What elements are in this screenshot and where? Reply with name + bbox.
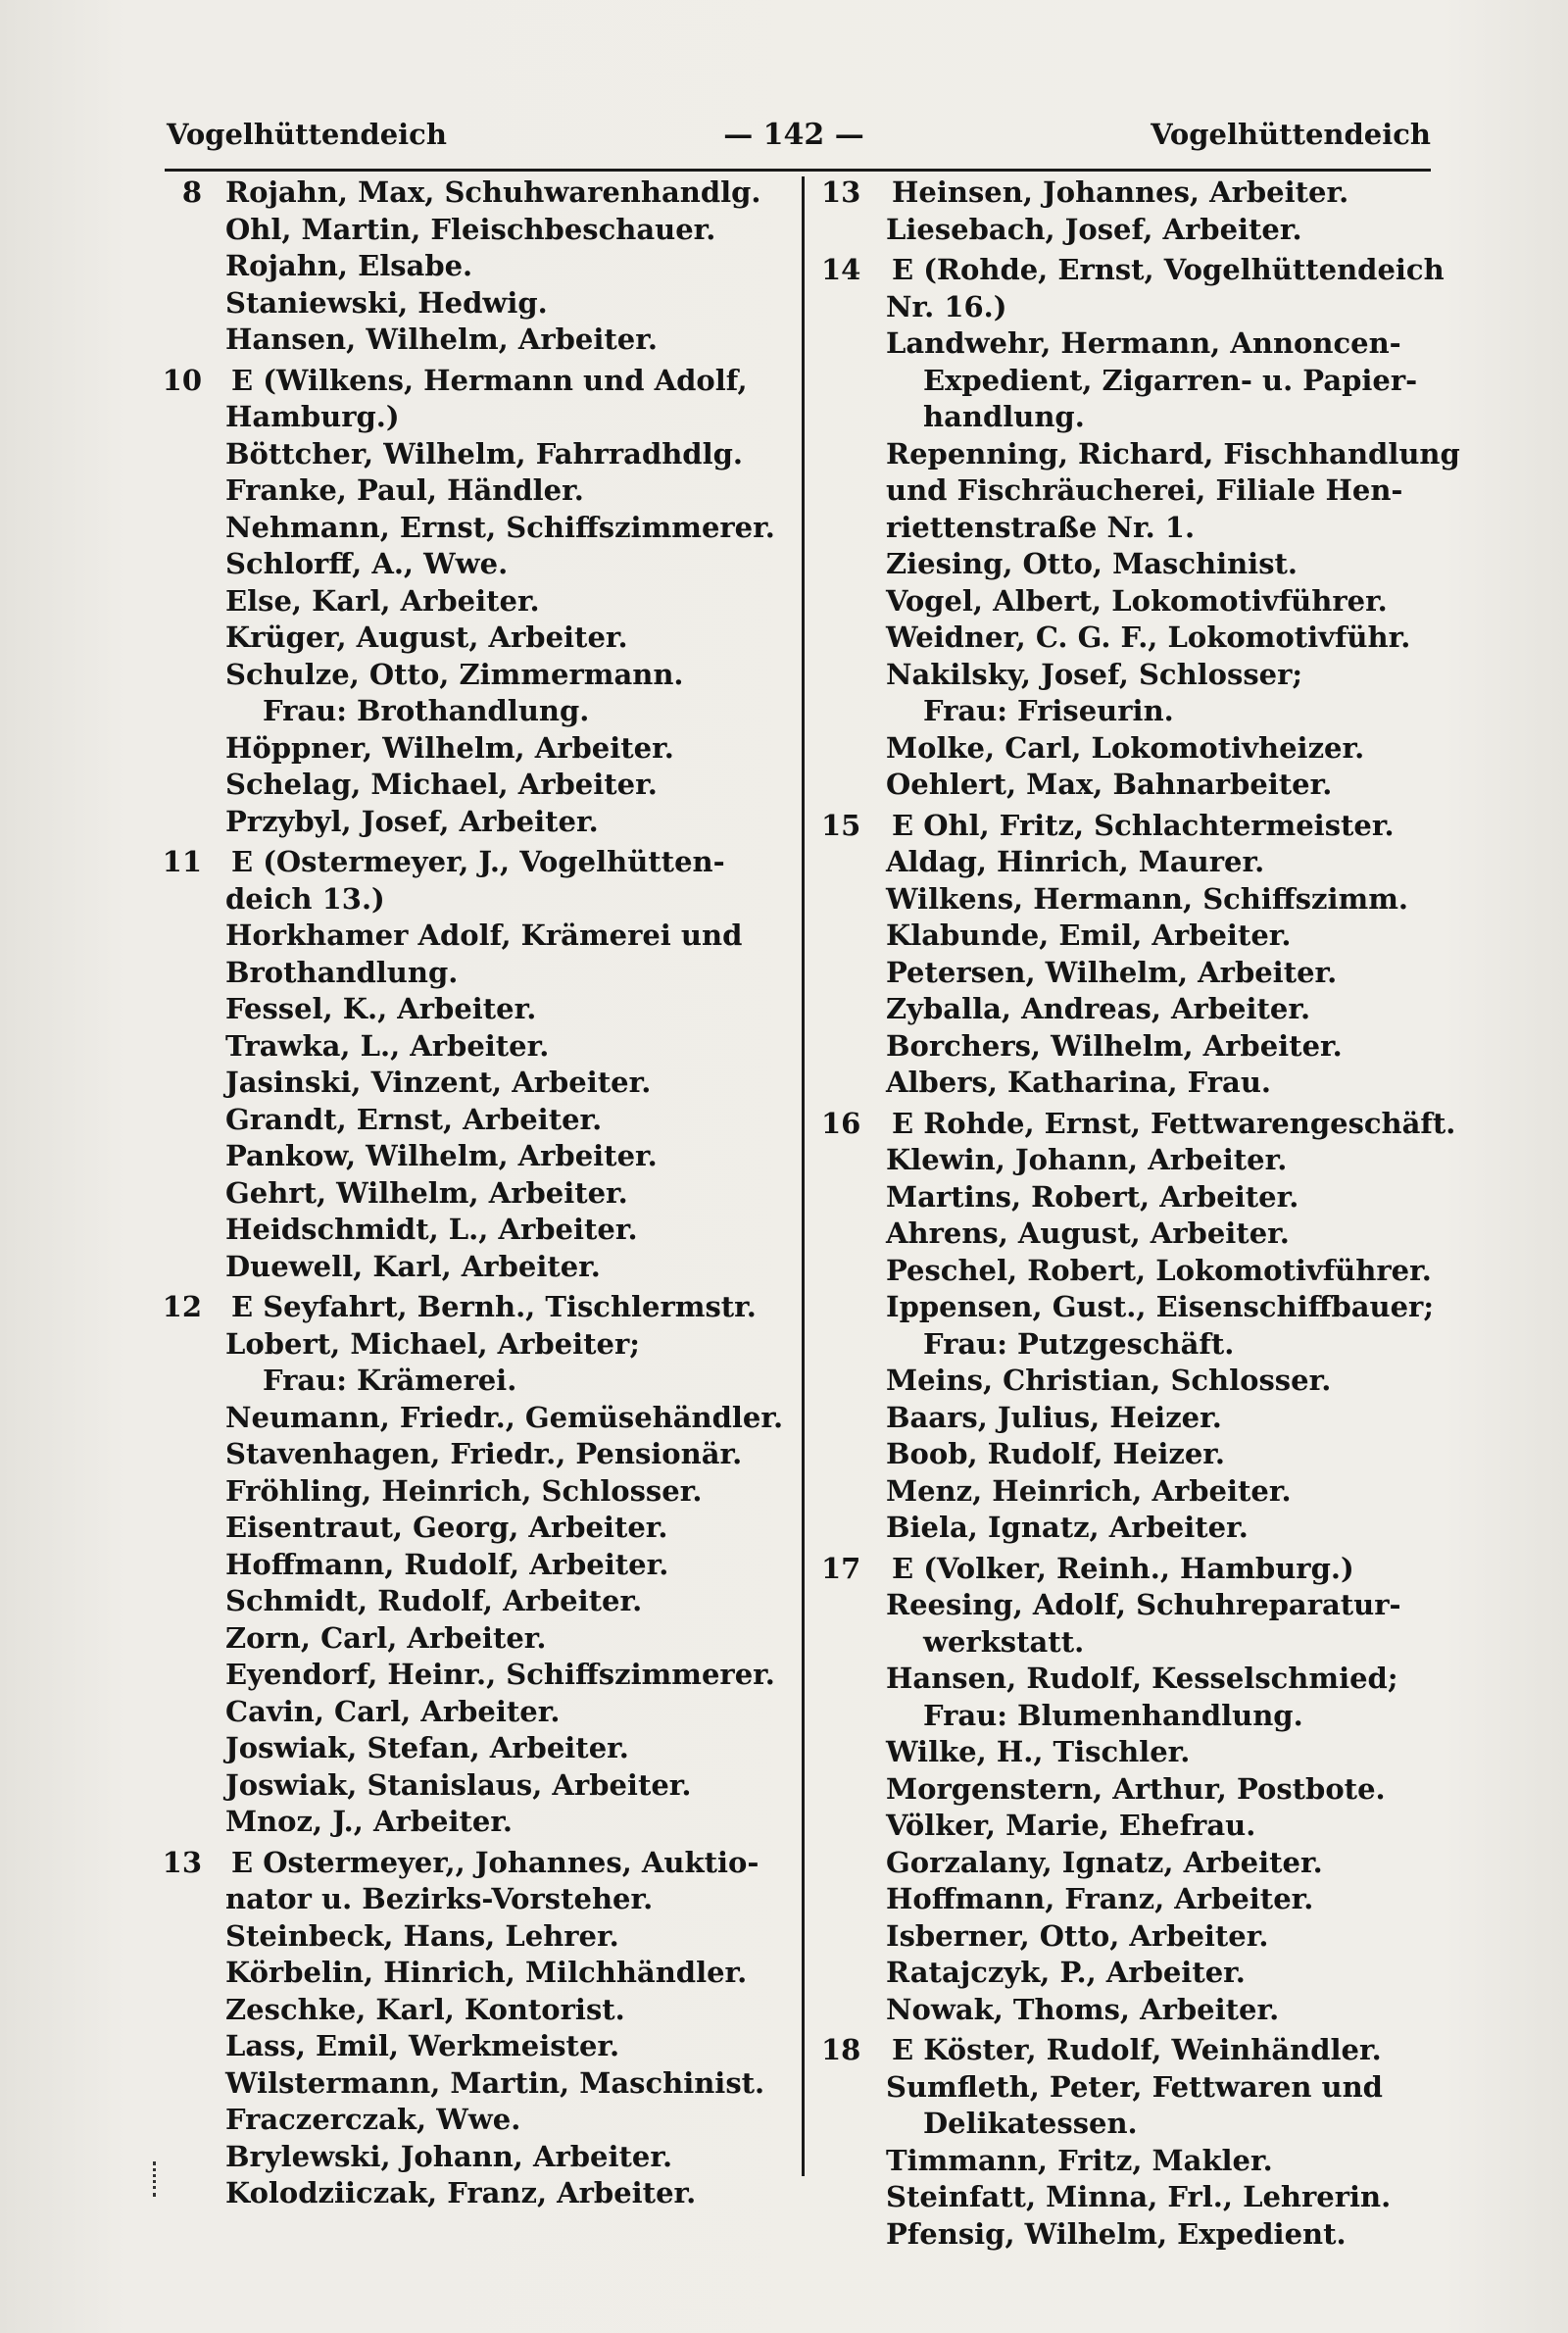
margin-mark — [153, 2161, 159, 2197]
resident-line: Lass, Emil, Werkmeister. — [225, 2029, 620, 2062]
continuation-line: Expedient, Zigarren- u. Papier- — [923, 363, 1418, 397]
resident-line: Schmidt, Rudolf, Arbeiter. — [225, 1584, 643, 1617]
page-number: — 142 — — [723, 118, 864, 152]
resident-line: Neumann, Friedr., Gemüsehändler. — [225, 1400, 784, 1434]
resident-line: Hansen, Wilhelm, Arbeiter. — [225, 323, 658, 356]
resident-line: Völker, Marie, Ehefrau. — [886, 1809, 1256, 1842]
resident-line: Steinbeck, Hans, Lehrer. — [225, 1918, 619, 1953]
owner-line: E (Volker, Reinh., Hamburg.) — [892, 1551, 1354, 1585]
resident-line: Ohl, Martin, Fleischbeschauer. — [225, 212, 716, 246]
owner-line: E Rohde, Ernst, Fettwarengeschäft. — [892, 1106, 1456, 1140]
resident-line: Böttcher, Wilhelm, Fahrradhdlg. — [225, 436, 743, 471]
resident-line: Steinfatt, Minna, Frl., Lehrerin. — [886, 2180, 1392, 2213]
resident-line: Peschel, Robert, Lokomotivführer. — [886, 1253, 1432, 1287]
house-entry — [165, 174, 782, 359]
header-street-left: Vogelhüttendeich — [167, 118, 447, 151]
header-rule — [165, 169, 1431, 172]
page-header — [157, 116, 1431, 159]
house-number: 17 — [821, 1551, 861, 1585]
resident-line: Heidschmidt, L., Arbeiter. — [225, 1213, 638, 1246]
resident-line: Petersen, Wilhelm, Arbeiter. — [886, 955, 1338, 989]
resident-line: Wilkens, Hermann, Schiffszimm. — [886, 881, 1408, 916]
resident-line: Isberner, Otto, Arbeiter. — [886, 1918, 1269, 1953]
house-number: 18 — [821, 2033, 861, 2066]
resident-line: Boob, Rudolf, Heizer. — [886, 1437, 1226, 1470]
resident-line: Fraczerczak, Wwe. — [225, 2103, 521, 2136]
house-entry — [162, 844, 782, 1285]
house-entry — [821, 2032, 1429, 2253]
resident-line: Stavenhagen, Friedr., Pensionär. — [225, 1437, 743, 1470]
house-entry — [162, 1845, 782, 2212]
house-number: 16 — [821, 1106, 861, 1140]
resident-line: Brylewski, Johann, Arbeiter. — [225, 2139, 673, 2173]
resident-line: Duewell, Karl, Arbeiter. — [225, 1249, 601, 1283]
resident-line: Horkhamer Adolf, Krämerei und — [225, 918, 743, 952]
resident-line: Gehrt, Wilhelm, Arbeiter. — [225, 1175, 628, 1210]
resident-line: Morgenstern, Arthur, Postbote. — [886, 1771, 1386, 1806]
resident-line: Eisentraut, Georg, Arbeiter. — [225, 1511, 668, 1544]
resident-line: Sumfleth, Peter, Fettwaren und — [886, 2069, 1383, 2104]
continuation-line: handlung. — [923, 400, 1085, 433]
resident-line: Lobert, Michael, Arbeiter; — [225, 1326, 640, 1361]
continuation-line: Frau: Putzgeschäft. — [923, 1326, 1235, 1361]
resident-line: riettenstraße Nr. 1. — [886, 510, 1196, 544]
house-entry — [821, 808, 1429, 1102]
house-number: 13 — [162, 1845, 202, 1879]
house-number: 8 — [181, 175, 202, 209]
resident-line: Rojahn, Max, Schuhwarenhandlg. — [225, 175, 761, 209]
resident-line: Meins, Christian, Schlosser. — [886, 1364, 1332, 1397]
continuation-line: Frau: Blumenhandlung. — [923, 1698, 1303, 1732]
resident-line: Nakilsky, Josef, Schlosser; — [886, 657, 1303, 691]
owner-line: E (Rohde, Ernst, Vogelhüttendeich — [892, 253, 1445, 286]
resident-line: Zeschke, Karl, Kontorist. — [225, 1992, 625, 2026]
house-entry — [821, 1551, 1429, 2029]
resident-line: Klabunde, Emil, Arbeiter. — [886, 918, 1292, 952]
resident-line: Ratajczyk, P., Arbeiter. — [886, 1956, 1246, 1989]
resident-line: Klewin, Johann, Arbeiter. — [886, 1143, 1288, 1176]
resident-line: Eyendorf, Heinr., Schiffszimmerer. — [225, 1658, 775, 1691]
continuation-line: Frau: Brothandlung. — [263, 694, 590, 727]
resident-line: Nowak, Thoms, Arbeiter. — [886, 1992, 1280, 2026]
owner-line: E (Ostermeyer, J., Vogelhütten- — [231, 845, 725, 878]
resident-line: deich 13.) — [225, 881, 385, 916]
resident-line: Ziesing, Otto, Maschinist. — [886, 547, 1298, 580]
resident-line: Landwehr, Hermann, Annoncen- — [886, 326, 1401, 360]
resident-line: Rojahn, Elsabe. — [225, 249, 473, 282]
resident-line: Hoffmann, Rudolf, Arbeiter. — [225, 1547, 669, 1581]
resident-line: Menz, Heinrich, Arbeiter. — [886, 1473, 1292, 1508]
continuation-line: Delikatessen. — [923, 2107, 1138, 2140]
house-number: 12 — [162, 1290, 202, 1323]
left-column — [162, 174, 784, 2216]
resident-line: Albers, Katharina, Frau. — [886, 1066, 1272, 1099]
house-number: 13 — [821, 175, 861, 209]
resident-line: Krüger, August, Arbeiter. — [225, 620, 628, 654]
resident-line: Körbelin, Hinrich, Milchhändler. — [225, 1956, 748, 1989]
house-number: 10 — [162, 363, 202, 397]
resident-line: Wilstermann, Martin, Maschinist. — [225, 2065, 765, 2100]
resident-line: Martins, Robert, Arbeiter. — [886, 1179, 1299, 1214]
resident-line: Reesing, Adolf, Schuhreparatur- — [886, 1588, 1401, 1621]
resident-line: Brothandlung. — [225, 955, 459, 989]
house-number: 15 — [821, 808, 861, 842]
header-street-right: Vogelhüttendeich — [1151, 118, 1431, 151]
resident-line: Franke, Paul, Händler. — [225, 473, 584, 507]
resident-line: Fessel, K., Arbeiter. — [225, 992, 537, 1025]
resident-line: Mnoz, J., Arbeiter. — [225, 1805, 514, 1838]
owner-line: E Ostermeyer,, Johannes, Auktio- — [231, 1845, 760, 1879]
house-number: 11 — [162, 845, 202, 878]
owner-line: Heinsen, Johannes, Arbeiter. — [892, 175, 1349, 209]
resident-line: Trawka, L., Arbeiter. — [225, 1028, 550, 1063]
resident-line: Grandt, Ernst, Arbeiter. — [225, 1102, 603, 1136]
house-entry — [821, 174, 1429, 248]
resident-line: Liesebach, Josef, Arbeiter. — [886, 212, 1302, 246]
resident-line: Höppner, Wilhelm, Arbeiter. — [225, 730, 674, 765]
resident-line: Zyballa, Andreas, Arbeiter. — [886, 992, 1311, 1025]
resident-line: Borchers, Wilhelm, Arbeiter. — [886, 1028, 1343, 1063]
resident-line: Nehmann, Ernst, Schiffszimmerer. — [225, 510, 775, 544]
resident-line: Kolodziiczak, Franz, Arbeiter. — [225, 2176, 697, 2209]
house-entry — [162, 1289, 784, 1841]
resident-line: Else, Karl, Arbeiter. — [225, 583, 540, 618]
resident-line: Vogel, Albert, Lokomotivführer. — [886, 583, 1388, 618]
resident-line: Hansen, Rudolf, Kesselschmied; — [886, 1662, 1398, 1695]
resident-line: Wilke, H., Tischler. — [886, 1735, 1191, 1768]
resident-line: Pankow, Wilhelm, Arbeiter. — [225, 1139, 658, 1172]
resident-line: Biela, Ignatz, Arbeiter. — [886, 1511, 1249, 1544]
owner-line: E Köster, Rudolf, Weinhändler. — [892, 2033, 1382, 2066]
resident-line: Joswiak, Stanislaus, Arbeiter. — [225, 1767, 692, 1802]
resident-line: Hoffmann, Franz, Arbeiter. — [886, 1882, 1314, 1915]
resident-line: Oehlert, Max, Bahnarbeiter. — [886, 768, 1333, 801]
house-number: 14 — [821, 253, 861, 286]
column-divider — [802, 176, 805, 2176]
resident-line: Hamburg.) — [225, 400, 400, 433]
continuation-line: Frau: Krämerei. — [263, 1364, 517, 1397]
resident-line: Nr. 16.) — [886, 289, 1007, 323]
resident-line: Baars, Julius, Heizer. — [886, 1400, 1222, 1434]
resident-line: und Fischräucherei, Filiale Hen- — [886, 473, 1403, 507]
resident-line: Schlorff, A., Wwe. — [225, 547, 509, 580]
resident-line: Repenning, Richard, Fischhandlung — [886, 436, 1460, 471]
resident-line: Molke, Carl, Lokomotivheizer. — [886, 730, 1365, 765]
resident-line: Przybyl, Josef, Arbeiter. — [225, 804, 599, 838]
resident-line: Schulze, Otto, Zimmermann. — [225, 657, 684, 691]
resident-line: nator u. Bezirks-Vorsteher. — [225, 1882, 654, 1915]
resident-line: Weidner, C. G. F., Lokomotivführ. — [886, 620, 1411, 654]
resident-line: Staniewski, Hedwig. — [225, 285, 548, 320]
resident-line: Jasinski, Vinzent, Arbeiter. — [225, 1066, 652, 1099]
house-entry — [821, 1106, 1456, 1547]
continuation-line: werkstatt. — [923, 1624, 1085, 1659]
owner-line: E Ohl, Fritz, Schlachtermeister. — [892, 808, 1395, 842]
right-column — [821, 174, 1460, 2257]
continuation-line: Frau: Friseurin. — [923, 694, 1174, 727]
resident-line: Cavin, Carl, Arbeiter. — [225, 1694, 561, 1728]
house-entry — [821, 252, 1460, 804]
owner-line: E (Wilkens, Hermann und Adolf, — [231, 363, 748, 397]
resident-line: Ippensen, Gust., Eisenschiffbauer; — [886, 1290, 1435, 1323]
house-entry — [162, 363, 782, 841]
resident-line: Zorn, Carl, Arbeiter. — [225, 1620, 547, 1655]
resident-line: Joswiak, Stefan, Arbeiter. — [225, 1731, 629, 1764]
resident-line: Pfensig, Wilhelm, Expedient. — [886, 2216, 1347, 2251]
resident-line: Aldag, Hinrich, Maurer. — [886, 845, 1265, 878]
resident-line: Gorzalany, Ignatz, Arbeiter. — [886, 1845, 1323, 1879]
owner-line: E Seyfahrt, Bernh., Tischlermstr. — [231, 1290, 757, 1323]
resident-line: Schelag, Michael, Arbeiter. — [225, 768, 658, 801]
resident-line: Fröhling, Heinrich, Schlosser. — [225, 1473, 703, 1508]
resident-line: Timmann, Fritz, Makler. — [886, 2143, 1273, 2177]
resident-line: Ahrens, August, Arbeiter. — [886, 1216, 1290, 1250]
